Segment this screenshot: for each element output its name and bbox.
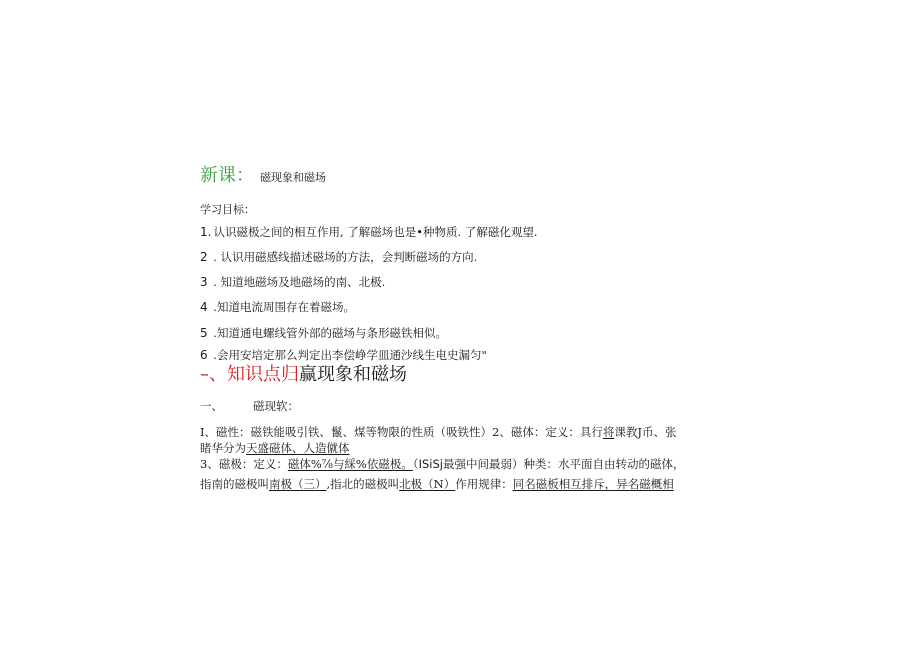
underlined-text: 同名磁板相互排斥，异名磁概相: [512, 477, 674, 491]
body-text: 作用规律：: [455, 477, 513, 491]
goal-text: 认识磁极之间的相互作用, 了解磁场也是•种物质. 了解磁化观望.: [213, 225, 538, 239]
body-text: （: [412, 457, 419, 471]
body-text: 课教J币、张: [614, 425, 677, 439]
body-text: ,指北的磁极叫: [326, 477, 400, 491]
body-text: ISiSj: [418, 457, 443, 471]
body-line-4: [200, 476, 674, 492]
body-text: 3、磁极：定义：: [200, 457, 288, 471]
section-heading: [200, 363, 407, 387]
goal-item-5: [200, 325, 447, 341]
goal-item-1: [200, 224, 538, 240]
subsection-text: 磁现软：: [253, 399, 299, 413]
body-text: 睹华分为: [200, 441, 246, 455]
goal-number: 5: [200, 326, 208, 340]
goal-number: 2: [200, 250, 208, 264]
goal-number: 1.: [200, 225, 212, 239]
lesson-title-subtitle: 磁现象和磁场: [260, 171, 326, 184]
goal-item-4: [200, 299, 355, 315]
goal-text: .知道通电螺线管外部的磁场与条形磁铁相似。: [209, 326, 447, 340]
goal-item-2: [200, 249, 477, 265]
section-heading-red: –、知识点归: [200, 364, 299, 385]
subsection-heading: [200, 398, 299, 414]
goals-heading: 学习目标：: [200, 203, 255, 216]
subsection-number: 一、: [200, 399, 223, 413]
goal-number: 4: [200, 300, 208, 314]
goal-text: . 认识用磁感线描述磁场的方法，会判断磁场的方向.: [209, 250, 478, 264]
underlined-text: 北极（N）: [399, 477, 456, 491]
body-line-3: [200, 456, 684, 472]
underlined-text: 天盛磁体、人造僦体: [246, 441, 350, 455]
underlined-text: 南极（三）: [269, 477, 327, 491]
body-line-1: [200, 424, 676, 440]
goal-text: .会用安培定那么判定出李偿峥学皿通沙线生电史漏匀": [209, 348, 487, 362]
body-line-2: [200, 440, 350, 456]
underlined-text: 将: [602, 425, 615, 439]
section-heading-black: 赢现象和磁场: [299, 364, 407, 385]
goal-number: 6: [200, 348, 208, 362]
goal-item-3: [200, 274, 385, 290]
goal-item-6: [200, 347, 487, 363]
lesson-title: [200, 165, 326, 186]
body-text: 指南的磁极叫: [200, 477, 269, 491]
underlined-text: 磁体%⅞与綵%依磁极。: [287, 457, 413, 471]
body-text: I、磁性：磁铁能吸引铁、鬣、煤等物限的性质（吸铁性）2、磁体：定义：具行: [200, 425, 603, 439]
body-text: 最强中间最弱）种类：水平面自由转动的磁体，: [442, 457, 685, 471]
goal-number: 3: [200, 275, 208, 289]
goal-text: . 知道地磁场及地磁场的南、北极.: [209, 275, 386, 289]
lesson-title-label: 新课：: [200, 165, 254, 186]
goal-text: .知道电流周围存在着磁场。: [209, 300, 355, 314]
